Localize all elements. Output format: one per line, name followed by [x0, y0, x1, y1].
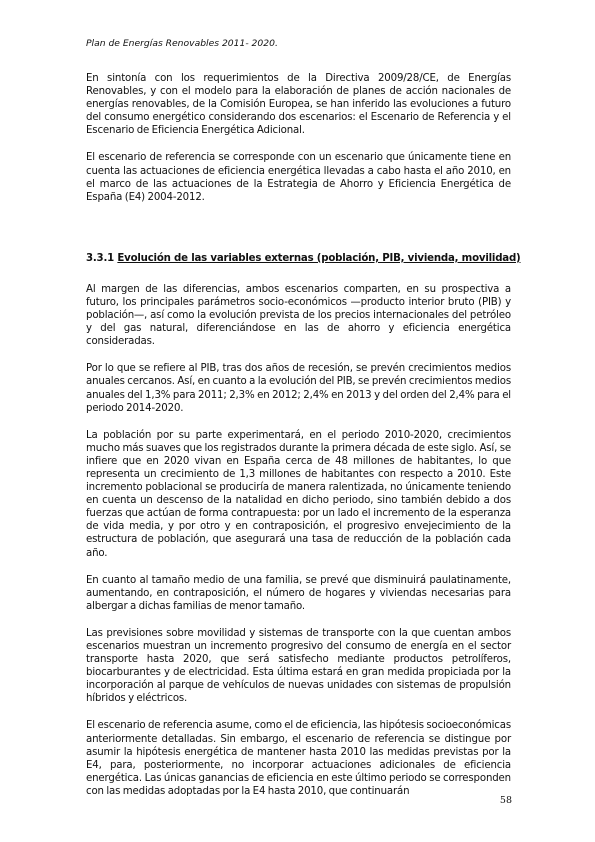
page-number: 58 [499, 795, 512, 806]
body-paragraph-4: En cuanto al tamaño medio de una familia, se prevé que disminuirá paulatinamente, aumentando, en contraposición, el número de hogares y viviendas necesarias para albergar a dichas familias de menor tamaño. [86, 574, 511, 612]
body-paragraph-1: Al margen de las diferencias, ambos escenarios comparten, en su prospectiva a futuro, los principales parámetros socio-económicos —producto interior bruto (PIB) y población—, así como la evolución prevista de los precios internacionales del petróleo y del gas natural, diferenciándose en las de ahorro y eficiencia energética consideradas. [86, 283, 511, 348]
page-content [86, 72, 521, 812]
section-number: 3.3.1 [86, 252, 115, 264]
running-header: Plan de Energías Renovables 2011- 2020. [86, 38, 278, 49]
body-paragraph-5: Las previsiones sobre movilidad y sistemas de transporte con la que cuentan ambos escenarios muestran un incremento progresivo del consumo de energía en el sector transporte hasta 2020, que será satisfecho mediante productos petrolíferos, biocarburantes y de electricidad. Esta última estará en gran medida propiciada por la incorporación al parque de vehículos de nuevas unidades con sistemas de propulsión híbridos y eléctricos. [86, 627, 511, 705]
intro-paragraph-2: El escenario de referencia se corresponde con un escenario que únicamente tiene en cuenta las actuaciones de eficiencia energética llevadas a cabo hasta el año 2010, en el marco de las actuaciones de la Estrategia de Ahorro y Eficiencia Energética de España (E4) 2004-2012. [86, 152, 511, 203]
intro-paragraph-1: En sintonía con los requerimientos de la Directiva 2009/28/CE, de Energías Renovables, y con el modelo para la elaboración de planes de acción nacionales de energías renovables, de la Comisión Europea, se han inferido las evoluciones a futuro del consumo energético considerando dos escenarios: el Escenario de Referencia y el Escenario de Eficiencia Energética Adicional. [86, 73, 511, 137]
body-paragraph-6: El escenario de referencia asume, como el de eficiencia, las hipótesis socioeconómicas anteriormente detalladas. Sin embargo, el escenario de referencia se distingue por asumir la hipótesis energética de mantener hasta 2010 las medidas previstas por la E4, para, posteriormente, no incorporar actuaciones adicionales de eficiencia energética. Las únicas ganancias de eficiencia en este último periodo se corresponden con las medidas adoptadas por la E4 hasta 2010, que continuarán [86, 720, 511, 797]
body-paragraph-2: Por lo que se refiere al PIB, tras dos años de recesión, se prevén crecimientos medios anuales cercanos. Así, en cuanto a la evolución del PIB, se prevén crecimientos medios anuales del 1,3% para 2011; 2,3% en 2012; 2,4% en 2013 y del orden del 2,4% para el periodo 2014-2020. [86, 363, 511, 414]
section-title: Evolución de las variables externas (población, PIB, vivienda, movilidad) [117, 252, 521, 264]
section-spacer [86, 218, 511, 238]
body-paragraph-3: La población por su parte experimentará, en el periodo 2010-2020, crecimientos mucho más suaves que los registrados durante la primera década de este siglo. Así, se infiere que en 2020 vivan en España cerca de 48 millones de habitantes, lo que representa un crecimiento de 1,3 millones de habitantes con respecto a 2010. Este incremento poblacional se produciría de manera ralentizada, no únicamente teniendo en cuenta un descenso de la natalidad en dicho periodo, sino también debido a dos fuerzas que actúan de forma contrapuesta: por un lado el incremento de la esperanza de vida media, y por otro y en contraposición, el progresivo envejecimiento de la estructura de población, que asegurará una tasa de reducción de la población cada año. [86, 429, 511, 559]
section-heading [86, 252, 521, 265]
